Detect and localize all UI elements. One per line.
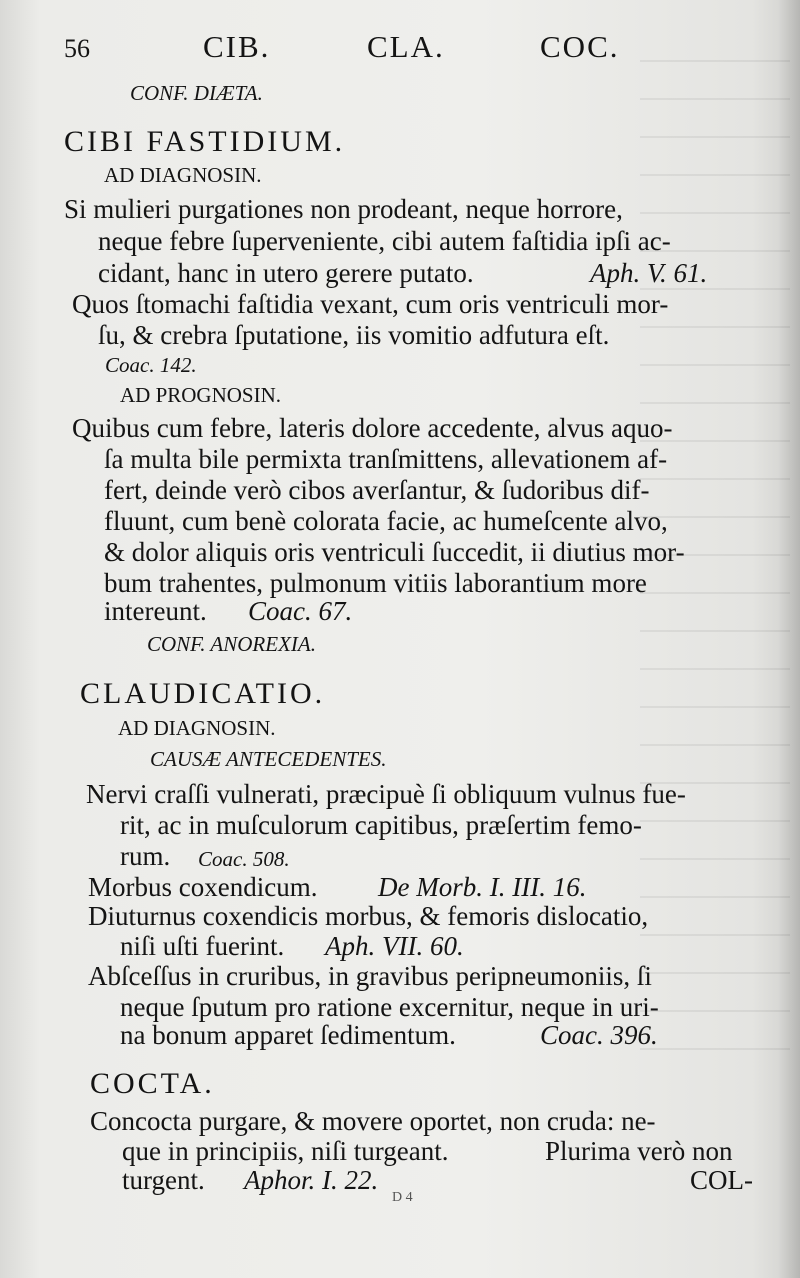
text-line: neque ſputum pro ratione excernitur, neque in uri- xyxy=(120,992,659,1022)
signature-mark: D 4 xyxy=(392,1190,413,1205)
text-line: turgent. xyxy=(122,1165,205,1195)
text-line: Concocta purgare, & movere oportet, non cruda: ne- xyxy=(90,1106,656,1136)
text-line: Morbus coxendicum. xyxy=(88,872,318,902)
text-line: na bonum apparet ſedimentum. xyxy=(120,1020,456,1050)
citation: Aph. VII. 60. xyxy=(325,931,464,961)
catchword: COL- xyxy=(690,1165,753,1195)
cross-reference: CONF. ANOREXIA. xyxy=(147,632,316,656)
citation: Coac. 67. xyxy=(248,596,353,626)
running-head-cib: CIB. xyxy=(203,29,271,64)
citation: De Morb. I. III. 16. xyxy=(378,872,587,902)
text-line: Abſceſſus in cruribus, in gravibus peripneumoniis, ſi xyxy=(88,961,652,991)
text-line: fluunt, cum benè colorata facie, ac humeſcente alvo, xyxy=(104,506,668,536)
cross-reference: CONF. DIÆTA. xyxy=(130,81,263,105)
text-line: Quos ſtomachi faſtidia vexant, cum oris ventriculi mor- xyxy=(72,289,669,319)
subheading-causes: CAUSÆ ANTECEDENTES. xyxy=(150,747,387,771)
page-edge-shadow xyxy=(778,0,800,1278)
citation: Coac. 142. xyxy=(105,353,197,377)
text-line: niſi uſti fuerint. xyxy=(120,931,285,961)
entry-heading: COCTA. xyxy=(90,1067,215,1100)
text-line: cidant, hanc in utero gerere putato. xyxy=(98,258,474,288)
subheading: AD PROGNOSIN. xyxy=(120,383,282,407)
citation: Aphor. I. 22. xyxy=(244,1165,379,1195)
subheading: AD DIAGNOSIN. xyxy=(104,163,262,187)
entry-heading: CLAUDICATIO. xyxy=(80,677,326,710)
text-line: neque febre ſuperveniente, cibi autem faſtidia ipſi ac- xyxy=(98,226,671,256)
page-number: 56 xyxy=(64,34,90,63)
running-head-coc: COC. xyxy=(540,29,620,64)
text-line: bum trahentes, pulmonum vitiis laborantium more xyxy=(104,568,647,598)
text-line: Nervi craſſi vulnerati, præcipuè ſi obliquum vulnus fue- xyxy=(86,779,686,809)
text-line: fert, deinde verò cibos averſantur, & ſudoribus dif- xyxy=(104,475,650,505)
text-line: rit, ac in muſculorum capitibus, præſertim femo- xyxy=(120,810,642,840)
text-line: Plurima verò non xyxy=(545,1136,733,1166)
text-line: que in principiis, niſi turgeant. xyxy=(122,1136,449,1166)
citation: Coac. 508. xyxy=(198,847,290,871)
text-line: & dolor aliquis oris ventriculi ſuccedit, ii diutius mor- xyxy=(104,537,685,567)
text-line: Si mulieri purgationes non prodeant, neque horrore, xyxy=(64,194,623,224)
text-line: ſu, & crebra ſputatione, iis vomitio adfutura eſt. xyxy=(98,320,610,350)
text-line: Diuturnus coxendicis morbus, & femoris dislocatio, xyxy=(88,901,649,931)
citation: Coac. 396. xyxy=(540,1020,658,1050)
subheading: AD DIAGNOSIN. xyxy=(118,716,276,740)
text-line: rum. xyxy=(120,841,171,871)
entry-heading: CIBI FASTIDIUM. xyxy=(64,125,346,158)
text-line: Quibus cum febre, lateris dolore accedente, alvus aquo- xyxy=(72,413,673,443)
text-line: intereunt. xyxy=(104,596,207,626)
text-line: ſa multa bile permixta tranſmittens, allevationem af- xyxy=(104,444,668,474)
running-head-cla: CLA. xyxy=(367,29,445,64)
citation: Aph. V. 61. xyxy=(590,258,708,288)
